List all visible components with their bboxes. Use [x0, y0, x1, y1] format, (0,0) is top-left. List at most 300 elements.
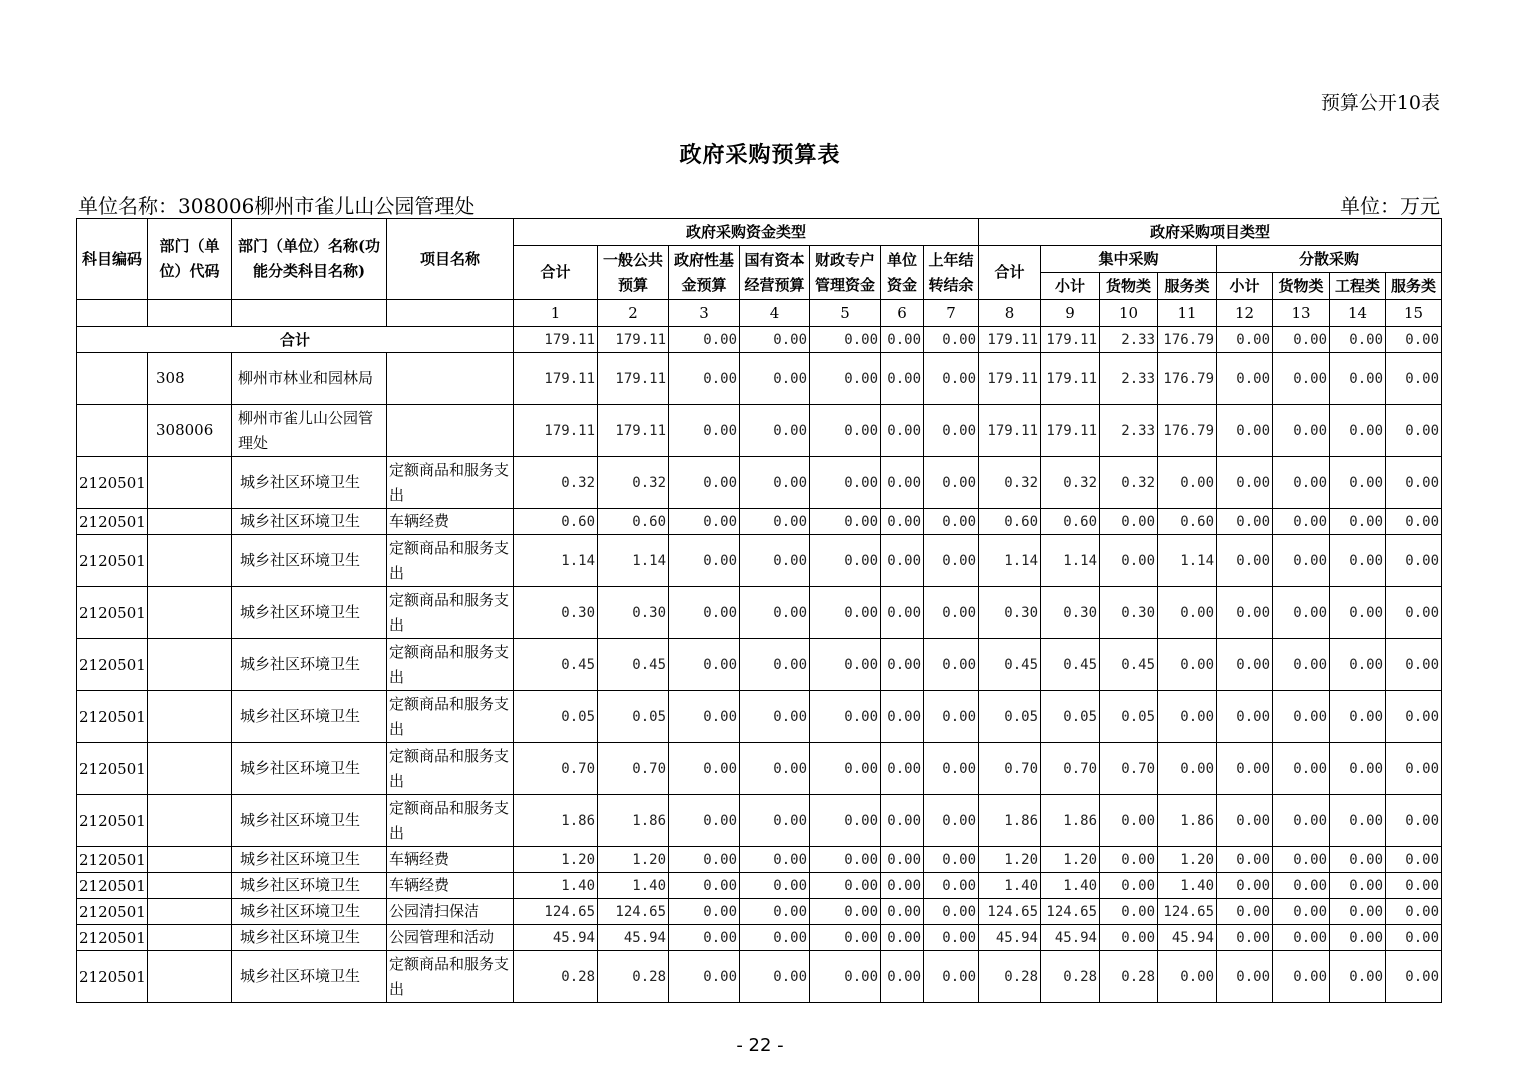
value-cell: 0.45: [1041, 639, 1100, 691]
project-name-cell: 定额商品和服务支出: [387, 795, 514, 847]
value-cell: 0.00: [1100, 899, 1158, 925]
value-cell: 0.32: [979, 457, 1041, 509]
value-cell: 1.20: [514, 847, 598, 873]
dept-code-cell: [148, 639, 232, 691]
value-cell: 0.00: [924, 925, 979, 951]
value-cell: 0.00: [924, 535, 979, 587]
project-name-cell: 定额商品和服务支出: [387, 457, 514, 509]
column-number: 3: [669, 300, 740, 327]
header-carryover: 上年结转结余: [924, 246, 979, 300]
value-cell: 2.33: [1100, 353, 1158, 405]
header-state-capital: 国有资本经营预算: [740, 246, 810, 300]
value-cell: 0.00: [881, 925, 924, 951]
value-cell: 1.86: [1158, 795, 1217, 847]
dept-code-cell: [148, 743, 232, 795]
dept-name-cell: 城乡社区环境卫生: [232, 847, 387, 873]
total-value-cell: 179.11: [1041, 327, 1100, 353]
value-cell: 0.00: [1158, 951, 1217, 1003]
value-cell: 0.00: [1217, 743, 1273, 795]
value-cell: 0.00: [1330, 847, 1386, 873]
value-cell: 0.30: [514, 587, 598, 639]
subject-code-cell: [77, 353, 148, 405]
value-cell: 0.00: [810, 353, 881, 405]
value-cell: 0.00: [669, 405, 740, 457]
project-name-cell: 定额商品和服务支出: [387, 639, 514, 691]
value-cell: 45.94: [1158, 925, 1217, 951]
value-cell: 0.28: [1041, 951, 1100, 1003]
value-cell: 0.30: [598, 587, 669, 639]
value-cell: 0.00: [810, 535, 881, 587]
value-cell: 0.32: [598, 457, 669, 509]
value-cell: 0.00: [669, 353, 740, 405]
value-cell: 179.11: [979, 405, 1041, 457]
value-cell: 1.40: [1158, 873, 1217, 899]
value-cell: 0.00: [810, 587, 881, 639]
table-row: [77, 847, 1442, 873]
subject-code-cell: 2120501: [77, 509, 148, 535]
subject-code-cell: 2120501: [77, 743, 148, 795]
table-row: [77, 899, 1442, 925]
value-cell: 0.00: [1158, 457, 1217, 509]
value-cell: 0.00: [740, 847, 810, 873]
value-cell: 1.14: [514, 535, 598, 587]
total-value-cell: 0.00: [1386, 327, 1442, 353]
dept-code-cell: 308006: [148, 405, 232, 457]
value-cell: 0.32: [1100, 457, 1158, 509]
value-cell: 0.32: [514, 457, 598, 509]
value-cell: 0.00: [1217, 847, 1273, 873]
total-value-cell: 0.00: [881, 327, 924, 353]
table-row: [77, 795, 1442, 847]
value-cell: 0.00: [1100, 535, 1158, 587]
value-cell: 0.05: [979, 691, 1041, 743]
header-item-type-group: 政府采购项目类型: [979, 219, 1442, 246]
value-cell: 0.00: [1217, 405, 1273, 457]
subject-code-cell: 2120501: [77, 535, 148, 587]
value-cell: 0.00: [881, 457, 924, 509]
value-cell: 0.00: [924, 951, 979, 1003]
column-number: 8: [979, 300, 1041, 327]
value-cell: 0.00: [669, 925, 740, 951]
value-cell: 0.00: [1217, 899, 1273, 925]
header-dept-name: 部门（单位）名称(功能分类科目名称): [232, 219, 387, 300]
dept-name-cell: 城乡社区环境卫生: [232, 691, 387, 743]
value-cell: 0.05: [514, 691, 598, 743]
value-cell: 0.00: [881, 951, 924, 1003]
value-cell: 0.00: [740, 899, 810, 925]
dept-code-cell: [148, 535, 232, 587]
value-cell: 0.00: [810, 639, 881, 691]
value-cell: 124.65: [1158, 899, 1217, 925]
subject-code-cell: 2120501: [77, 951, 148, 1003]
table-row: [77, 587, 1442, 639]
value-cell: 0.00: [669, 691, 740, 743]
value-cell: 0.00: [1217, 925, 1273, 951]
value-cell: 45.94: [598, 925, 669, 951]
table-row: [77, 873, 1442, 899]
subject-code-cell: 2120501: [77, 873, 148, 899]
project-name-cell: 公园管理和活动: [387, 925, 514, 951]
value-cell: 0.30: [1041, 587, 1100, 639]
value-cell: 0.00: [1386, 405, 1442, 457]
value-cell: 0.28: [979, 951, 1041, 1003]
value-cell: 0.00: [669, 873, 740, 899]
header-central-group: 集中采购: [1041, 246, 1217, 273]
value-cell: 0.00: [669, 743, 740, 795]
value-cell: 45.94: [1041, 925, 1100, 951]
value-cell: 1.86: [1041, 795, 1100, 847]
value-cell: 0.00: [1386, 847, 1442, 873]
value-cell: 45.94: [979, 925, 1041, 951]
subject-code-cell: 2120501: [77, 899, 148, 925]
value-cell: 0.00: [881, 795, 924, 847]
value-cell: 45.94: [514, 925, 598, 951]
subject-code-cell: 2120501: [77, 691, 148, 743]
total-row: [77, 327, 1442, 353]
value-cell: 0.00: [1158, 691, 1217, 743]
header-central-subtotal: 小计: [1041, 273, 1100, 300]
value-cell: 124.65: [514, 899, 598, 925]
value-cell: 0.00: [669, 795, 740, 847]
header-general-public: 一般公共预算: [598, 246, 669, 300]
header-gov-fund: 政府性基金预算: [669, 246, 740, 300]
value-cell: 0.00: [1158, 587, 1217, 639]
value-cell: 0.00: [1273, 847, 1330, 873]
value-cell: 0.00: [881, 353, 924, 405]
value-cell: 0.05: [1100, 691, 1158, 743]
dept-name-cell: 城乡社区环境卫生: [232, 743, 387, 795]
value-cell: 1.40: [1041, 873, 1100, 899]
header-central-goods: 货物类: [1100, 273, 1158, 300]
value-cell: 1.20: [598, 847, 669, 873]
value-cell: 0.00: [1330, 691, 1386, 743]
value-cell: 1.20: [1158, 847, 1217, 873]
value-cell: 0.70: [514, 743, 598, 795]
value-cell: 0.00: [669, 639, 740, 691]
value-cell: 0.00: [740, 353, 810, 405]
value-cell: 0.00: [1273, 691, 1330, 743]
value-cell: 0.60: [1041, 509, 1100, 535]
table-body: [77, 327, 1442, 1003]
project-name-cell: 车辆经费: [387, 847, 514, 873]
value-cell: 0.00: [669, 535, 740, 587]
project-name-cell: 车辆经费: [387, 873, 514, 899]
value-cell: 1.20: [979, 847, 1041, 873]
value-cell: 0.00: [881, 743, 924, 795]
value-cell: 0.00: [1330, 795, 1386, 847]
value-cell: 0.00: [924, 639, 979, 691]
value-cell: 0.60: [1158, 509, 1217, 535]
value-cell: 0.00: [1386, 509, 1442, 535]
column-number-row: [77, 300, 1442, 327]
value-cell: 0.00: [1158, 639, 1217, 691]
value-cell: 0.00: [1273, 405, 1330, 457]
project-name-cell: 车辆经费: [387, 509, 514, 535]
column-number: 15: [1386, 300, 1442, 327]
value-cell: 0.45: [979, 639, 1041, 691]
total-value-cell: 0.00: [740, 327, 810, 353]
value-cell: 0.00: [1217, 873, 1273, 899]
value-cell: 0.00: [740, 457, 810, 509]
value-cell: 0.00: [1273, 873, 1330, 899]
value-cell: 0.00: [1217, 353, 1273, 405]
value-cell: 0.00: [1158, 743, 1217, 795]
header-item-total: 合计: [979, 246, 1041, 300]
value-cell: 1.86: [514, 795, 598, 847]
value-cell: 0.00: [881, 691, 924, 743]
subject-code-cell: [77, 405, 148, 457]
value-cell: 0.00: [924, 405, 979, 457]
value-cell: 179.11: [598, 405, 669, 457]
value-cell: 1.40: [979, 873, 1041, 899]
value-cell: 0.00: [924, 457, 979, 509]
total-value-cell: 0.00: [810, 327, 881, 353]
value-cell: 0.00: [1273, 587, 1330, 639]
value-cell: 0.00: [669, 587, 740, 639]
value-cell: 0.00: [1100, 925, 1158, 951]
total-value-cell: 0.00: [924, 327, 979, 353]
value-cell: 0.00: [669, 951, 740, 1003]
value-cell: 0.00: [1386, 639, 1442, 691]
value-cell: 0.28: [1100, 951, 1158, 1003]
value-cell: 0.00: [740, 587, 810, 639]
value-cell: 0.00: [1330, 639, 1386, 691]
value-cell: 0.00: [1217, 457, 1273, 509]
value-cell: 0.00: [924, 509, 979, 535]
page-number: - 22 -: [736, 1035, 784, 1056]
column-number: 5: [810, 300, 881, 327]
value-cell: 0.00: [1386, 951, 1442, 1003]
value-cell: 0.60: [514, 509, 598, 535]
unit-label: 单位：万元: [1340, 194, 1440, 218]
value-cell: 0.70: [1100, 743, 1158, 795]
value-cell: 0.00: [1100, 873, 1158, 899]
value-cell: 0.00: [1217, 795, 1273, 847]
header-dispersed-group: 分散采购: [1217, 246, 1442, 273]
value-cell: 0.00: [1330, 405, 1386, 457]
value-cell: 1.20: [1041, 847, 1100, 873]
page-label: 预算公开10表: [1320, 92, 1440, 114]
value-cell: 0.00: [1100, 847, 1158, 873]
value-cell: 179.11: [1041, 353, 1100, 405]
dept-name-cell: 城乡社区环境卫生: [232, 925, 387, 951]
value-cell: 0.45: [514, 639, 598, 691]
total-value-cell: 179.11: [598, 327, 669, 353]
project-name-cell: 定额商品和服务支出: [387, 587, 514, 639]
dept-code-cell: [148, 873, 232, 899]
value-cell: 0.00: [810, 951, 881, 1003]
value-cell: 0.00: [810, 457, 881, 509]
dept-code-cell: [148, 691, 232, 743]
value-cell: 1.40: [598, 873, 669, 899]
value-cell: 0.00: [669, 847, 740, 873]
header-subject-code: 科目编码: [77, 219, 148, 300]
total-value-cell: 179.11: [979, 327, 1041, 353]
procurement-budget-table: [76, 218, 1442, 1003]
value-cell: 0.00: [810, 925, 881, 951]
value-cell: 0.00: [740, 535, 810, 587]
value-cell: 0.05: [598, 691, 669, 743]
value-cell: 0.00: [740, 509, 810, 535]
value-cell: 0.00: [1330, 873, 1386, 899]
column-number: 1: [514, 300, 598, 327]
value-cell: 0.00: [881, 509, 924, 535]
value-cell: 1.14: [1158, 535, 1217, 587]
value-cell: 0.70: [979, 743, 1041, 795]
value-cell: 0.05: [1041, 691, 1100, 743]
project-name-cell: 定额商品和服务支出: [387, 535, 514, 587]
value-cell: 0.00: [1100, 795, 1158, 847]
value-cell: 0.00: [740, 691, 810, 743]
dept-name-cell: 城乡社区环境卫生: [232, 795, 387, 847]
total-value-cell: 2.33: [1100, 327, 1158, 353]
dept-code-cell: [148, 951, 232, 1003]
value-cell: 1.86: [598, 795, 669, 847]
value-cell: 0.00: [1217, 639, 1273, 691]
value-cell: 0.00: [1273, 457, 1330, 509]
unit-name: 单位名称：308006柳州市雀儿山公园管理处: [78, 194, 475, 218]
value-cell: 0.00: [881, 405, 924, 457]
value-cell: 0.00: [1273, 639, 1330, 691]
dept-name-cell: 柳州市雀儿山公园管理处: [232, 405, 387, 457]
header-fund-type-group: 政府采购资金类型: [514, 219, 979, 246]
value-cell: 0.00: [1386, 457, 1442, 509]
value-cell: 179.11: [598, 353, 669, 405]
value-cell: 0.00: [810, 405, 881, 457]
subject-code-cell: 2120501: [77, 639, 148, 691]
value-cell: 1.40: [514, 873, 598, 899]
table-row: [77, 353, 1442, 405]
header-fiscal-special: 财政专户管理资金: [810, 246, 881, 300]
table-row: [77, 925, 1442, 951]
dept-code-cell: [148, 587, 232, 639]
dept-code-cell: [148, 457, 232, 509]
value-cell: 0.00: [810, 795, 881, 847]
value-cell: 0.00: [1217, 951, 1273, 1003]
table-row: [77, 535, 1442, 587]
value-cell: 0.00: [740, 795, 810, 847]
value-cell: 179.11: [514, 353, 598, 405]
value-cell: 0.00: [1217, 509, 1273, 535]
subject-code-cell: 2120501: [77, 587, 148, 639]
value-cell: 0.00: [881, 847, 924, 873]
value-cell: 0.60: [598, 509, 669, 535]
value-cell: 0.45: [1100, 639, 1158, 691]
value-cell: 124.65: [598, 899, 669, 925]
value-cell: 0.00: [1386, 899, 1442, 925]
value-cell: 0.00: [924, 353, 979, 405]
header-project-name: 项目名称: [387, 219, 514, 300]
dept-code-cell: [148, 847, 232, 873]
table-row: [77, 639, 1442, 691]
table-row: [77, 457, 1442, 509]
total-value-cell: 176.79: [1158, 327, 1217, 353]
value-cell: 0.00: [1386, 691, 1442, 743]
column-number: 9: [1041, 300, 1100, 327]
value-cell: 0.00: [924, 873, 979, 899]
value-cell: 0.00: [1386, 353, 1442, 405]
header-unit-fund: 单位资金: [881, 246, 924, 300]
value-cell: 0.00: [881, 873, 924, 899]
dept-name-cell: 城乡社区环境卫生: [232, 457, 387, 509]
value-cell: 0.00: [740, 873, 810, 899]
value-cell: 0.00: [740, 639, 810, 691]
dept-name-cell: 城乡社区环境卫生: [232, 899, 387, 925]
value-cell: 2.33: [1100, 405, 1158, 457]
column-number: 4: [740, 300, 810, 327]
value-cell: 0.00: [1386, 587, 1442, 639]
value-cell: 0.00: [1330, 743, 1386, 795]
value-cell: 0.00: [881, 587, 924, 639]
table-header: [77, 219, 1442, 327]
value-cell: 0.00: [1100, 509, 1158, 535]
table-row: [77, 509, 1442, 535]
value-cell: 0.00: [810, 691, 881, 743]
subject-code-cell: 2120501: [77, 925, 148, 951]
column-number: 13: [1273, 300, 1330, 327]
total-value-cell: 0.00: [1217, 327, 1273, 353]
value-cell: 0.00: [669, 457, 740, 509]
value-cell: 0.00: [881, 899, 924, 925]
value-cell: 1.14: [979, 535, 1041, 587]
header-central-service: 服务类: [1158, 273, 1217, 300]
value-cell: 0.00: [1330, 587, 1386, 639]
column-number: 2: [598, 300, 669, 327]
header-dispersed-works: 工程类: [1330, 273, 1386, 300]
value-cell: 0.60: [979, 509, 1041, 535]
value-cell: 176.79: [1158, 353, 1217, 405]
total-label: 合计: [77, 327, 514, 353]
header-dispersed-subtotal: 小计: [1217, 273, 1273, 300]
value-cell: 1.14: [598, 535, 669, 587]
value-cell: 0.00: [1217, 587, 1273, 639]
header-dispersed-service: 服务类: [1386, 273, 1442, 300]
document-title: 政府采购预算表: [679, 142, 841, 168]
project-name-cell: 定额商品和服务支出: [387, 691, 514, 743]
project-name-cell: 公园清扫保洁: [387, 899, 514, 925]
subject-code-cell: 2120501: [77, 795, 148, 847]
column-number: 6: [881, 300, 924, 327]
dept-code-cell: [148, 899, 232, 925]
value-cell: 1.86: [979, 795, 1041, 847]
header-dept-code: 部门（单位）代码: [148, 219, 232, 300]
total-value-cell: 0.00: [669, 327, 740, 353]
value-cell: 0.70: [1041, 743, 1100, 795]
column-number: 11: [1158, 300, 1217, 327]
table-row: [77, 691, 1442, 743]
value-cell: 124.65: [1041, 899, 1100, 925]
value-cell: 0.00: [1217, 691, 1273, 743]
value-cell: 0.70: [598, 743, 669, 795]
value-cell: 0.00: [669, 899, 740, 925]
dept-name-cell: 城乡社区环境卫生: [232, 951, 387, 1003]
value-cell: 0.00: [1330, 951, 1386, 1003]
dept-code-cell: [148, 925, 232, 951]
value-cell: 0.00: [810, 743, 881, 795]
value-cell: 0.00: [1386, 743, 1442, 795]
column-number: 12: [1217, 300, 1273, 327]
value-cell: 0.00: [669, 509, 740, 535]
value-cell: 0.00: [1330, 899, 1386, 925]
table-row: [77, 951, 1442, 1003]
value-cell: 0.00: [1273, 743, 1330, 795]
value-cell: 0.00: [1273, 951, 1330, 1003]
total-value-cell: 0.00: [1330, 327, 1386, 353]
dept-name-cell: 柳州市林业和园林局: [232, 353, 387, 405]
value-cell: 0.00: [740, 951, 810, 1003]
dept-name-cell: 城乡社区环境卫生: [232, 587, 387, 639]
value-cell: 0.00: [924, 587, 979, 639]
